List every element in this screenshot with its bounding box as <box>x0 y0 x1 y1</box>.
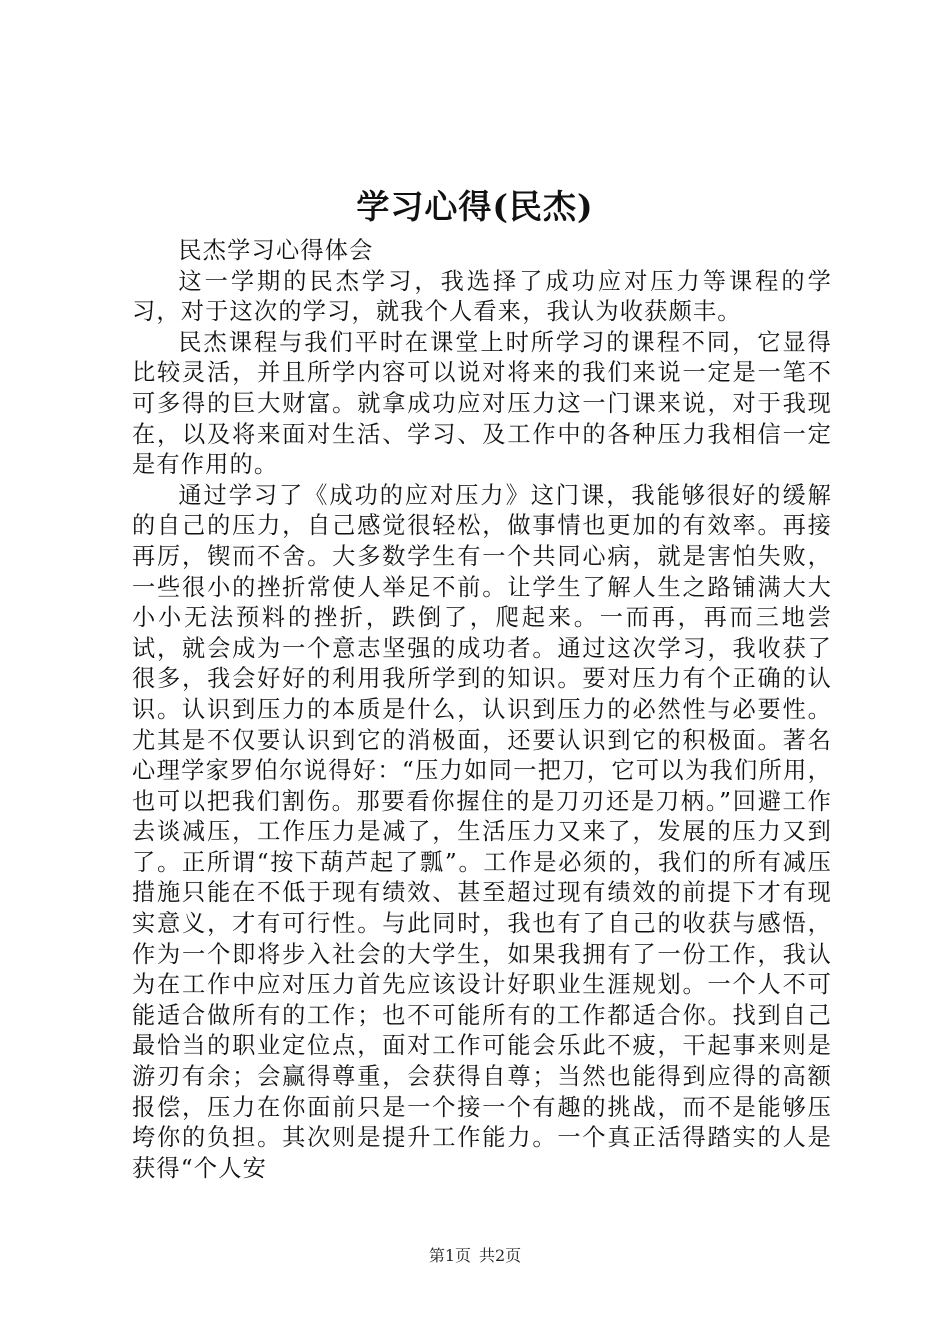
paragraph-subtitle: 民杰学习心得体会 <box>178 237 374 264</box>
page-number: 第1页 <box>428 1246 471 1265</box>
paragraph-reflection: 通过学习了《成功的应对压力》这门课，我能够很好的缓解的自己的压力，自己感觉很轻松，做事情也更加的有效率。再接再厉，锲而不舍。大多数学生有一个共同心病，就是害怕失败，一些很小的挫折常使人举足不前。让学生了解人生之路铺满大大小小无法预料的挫折，跌倒了，爬起来。一而再，再而三地尝试，就会成为一个意志坚强的成功者。通过这次学习，我收获了很多，我会好好的利用我所学到的知识。要对压力有个正确的认识。认识到压力的本质是什么，认识到压力的必然性与必要性。尤其是不仅要认识到它的消极面，还要认识到它的积极面。著名心理学家罗伯尔说得好：“压力如同一把刀，它可以为我们所用，也可以把我们割伤。那要看你握住的是刀刃还是刀柄。”回避工作去谈减压，工作压力是减了，生活压力又来了，发展的压力又到了。正所谓“按下葫芦起了瓢”。工作是必须的，我们的所有减压措施只能在不低于现有绩效、甚至超过现有绩效的前提下才有现实意义，才有可行性。与此同时，我也有了自己的收获与感悟，作为一个即将步入社会的大学生，如果我拥有了一份工作，我认为在工作中应对压力首先应该设计好职业生涯规划。一个人不可能适合做所有的工作；也不可能所有的工作都适合你。找到自己最恰当的职业定位点，面对工作可能会乐此不疲，干起事来则是游刃有余；会赢得尊重，会获得自尊；当然也能得到应得的高额报偿，压力在你面前只是一个接一个有趣的挑战，而不是能够压垮你的负担。其次则是提升工作能力。一个真正活得踏实的人是获得“个人安 <box>132 481 832 1182</box>
document-body <box>132 236 832 1184</box>
page-total: 共2页 <box>479 1246 522 1265</box>
paragraph-course: 民杰课程与我们平时在课堂上时所学习的课程不同，它显得比较灵活，并且所学内容可以说对将来的我们来说一定是一笔不可多得的巨大财富。就拿成功应对压力这一门课来说，对于我现在，以及将来面对生活、学习、及工作中的各种压力我相信一定是有作用的。 <box>132 328 832 479</box>
document-title: 学习心得(民杰) <box>356 187 594 226</box>
paragraph-intro: 这一学期的民杰学习，我选择了成功应对压力等课程的学习，对于这次的学习，就我个人看来，我认为收获颇丰。 <box>132 267 832 326</box>
page-footer <box>0 1245 950 1267</box>
